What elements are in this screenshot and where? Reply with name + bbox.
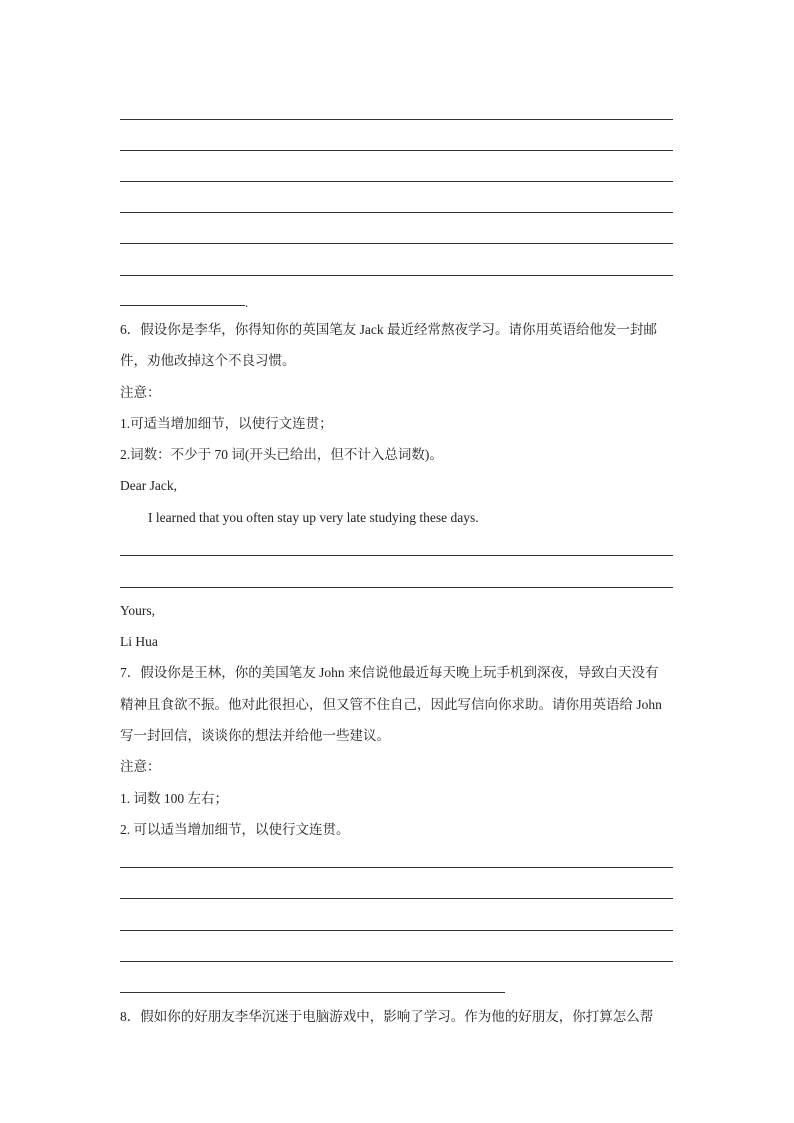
q7-prompt-line-3: 写一封回信，谈谈你的想法并给他一些建议。 — [120, 728, 390, 743]
q6-prompt-line-1: 6．假设你是李华，你得知你的英国笔友 Jack 最近经常熬夜学习。请你用英语给他发一封邮 — [120, 322, 657, 337]
answer-line[interactable] — [120, 275, 673, 276]
answer-line[interactable] — [120, 867, 673, 868]
answer-line[interactable] — [120, 150, 673, 151]
q6-note-2: 2.词数：不少于 70 词(开头已给出，但不计入总词数)。 — [120, 447, 443, 462]
q7-prompt-line-2: 精神且食欲不振。他对此很担心，但又管不住自己，因此写信向你求助。请你用英语给 John — [120, 697, 662, 712]
answer-line[interactable] — [120, 212, 673, 213]
answer-line[interactable] — [120, 119, 673, 120]
q7-note-1: 1. 词数 100 左右； — [120, 791, 228, 806]
q6-salutation: Dear Jack, — [120, 478, 177, 493]
q6-closing: Yours, — [120, 603, 156, 618]
answer-line[interactable] — [120, 555, 673, 556]
answer-line[interactable] — [120, 898, 673, 899]
answer-line[interactable] — [120, 587, 673, 588]
q6-note-title: 注意： — [120, 385, 161, 400]
q6-prompt-line-2: 件，劝他改掉这个不良习惯。 — [120, 353, 296, 368]
end-mark: . — [245, 295, 249, 310]
q6-note-1: 1.可适当增加细节，以使行文连贯； — [120, 416, 333, 431]
q7-note-title: 注意： — [120, 759, 161, 774]
q8-prompt-line-1: 8．假如你的好朋友李华沉迷于电脑游戏中，影响了学习。作为他的好朋友，你打算怎么帮 — [120, 1009, 654, 1024]
q6-opening-sentence: I learned that you often stay up very late studying these days. — [148, 510, 479, 525]
q7-note-2: 2. 可以适当增加细节，以使行文连贯。 — [120, 822, 350, 837]
answer-line-short[interactable] — [120, 992, 505, 993]
answer-line[interactable] — [120, 243, 673, 244]
answer-line-short[interactable] — [120, 305, 245, 306]
q6-signature: Li Hua — [120, 634, 158, 649]
answer-line[interactable] — [120, 961, 673, 962]
answer-line[interactable] — [120, 181, 673, 182]
answer-line[interactable] — [120, 930, 673, 931]
q7-prompt-line-1: 7．假设你是王林，你的美国笔友 John 来信说他最近每天晚上玩手机到深夜，导致白天没有 — [120, 665, 659, 680]
